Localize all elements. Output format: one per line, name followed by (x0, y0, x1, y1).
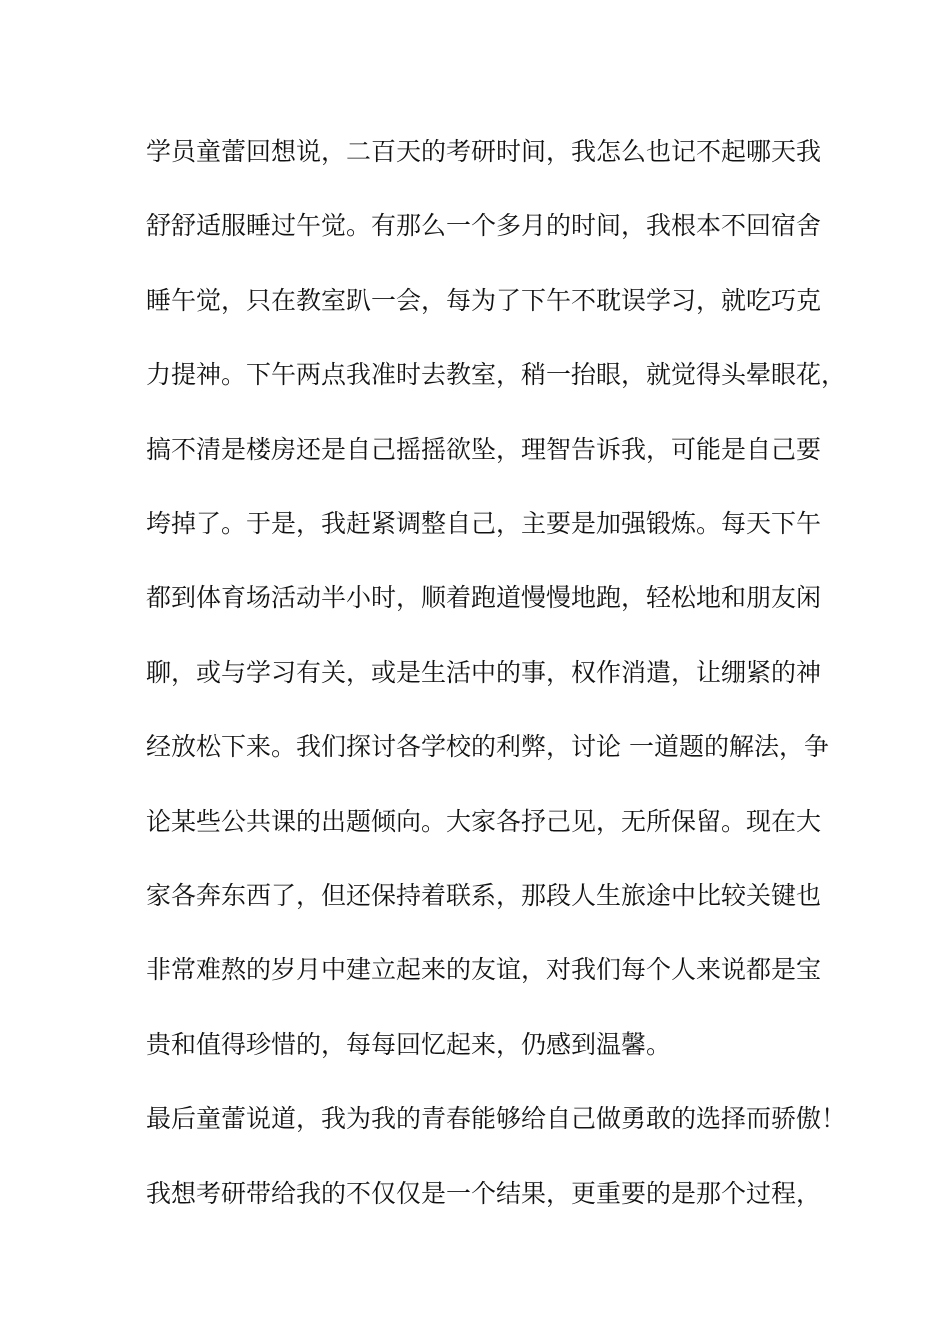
text-line: 都到体育场活动半小时，顺着跑道慢慢地跑，轻松地和朋友闲 (146, 583, 822, 612)
text-line: 睡午觉，只在教室趴一会，每为了下午不耽误学习，就吃巧克 (146, 286, 822, 315)
text-line: 最后童蕾说道，我为我的青春能够给自己做勇敢的选择而骄傲！ (146, 1104, 847, 1133)
text-line: 垮掉了。于是，我赶紧调整自己，主要是加强锻炼。每天下午 (146, 509, 822, 538)
text-line: 学员童蕾回想说，二百天的考研时间，我怎么也记不起哪天我 (146, 137, 822, 166)
text-line: 经放松下来。我们探讨各学校的利弊，讨论 一道题的解法，争 (146, 732, 829, 761)
text-line: 力提神。下午两点我准时去教室，稍一抬眼，就觉得头晕眼花， (146, 360, 847, 389)
text-line: 非常难熬的岁月中建立起来的友谊，对我们每个人来说都是宝 (146, 955, 822, 984)
text-line: 聊，或与学习有关，或是生活中的事，权作消遣，让绷紧的神 (146, 658, 822, 687)
text-line: 舒舒适服睡过午觉。有那么一个多月的时间，我根本不回宿舍 (146, 211, 822, 240)
text-line: 贵和值得珍惜的，每每回忆起来，仍感到温馨。 (146, 1030, 672, 1059)
text-line: 搞不清是楼房还是自己摇摇欲坠，理智告诉我，可能是自己要 (146, 435, 822, 464)
text-line: 我想考研带给我的不仅仅是一个结果，更重要的是那个过程， (146, 1179, 822, 1208)
text-line: 家各奔东西了，但还保持着联系，那段人生旅途中比较关键也 (146, 881, 822, 910)
text-line: 论某些公共课的出题倾向。大家各抒己见，无所保留。现在大 (146, 807, 822, 836)
